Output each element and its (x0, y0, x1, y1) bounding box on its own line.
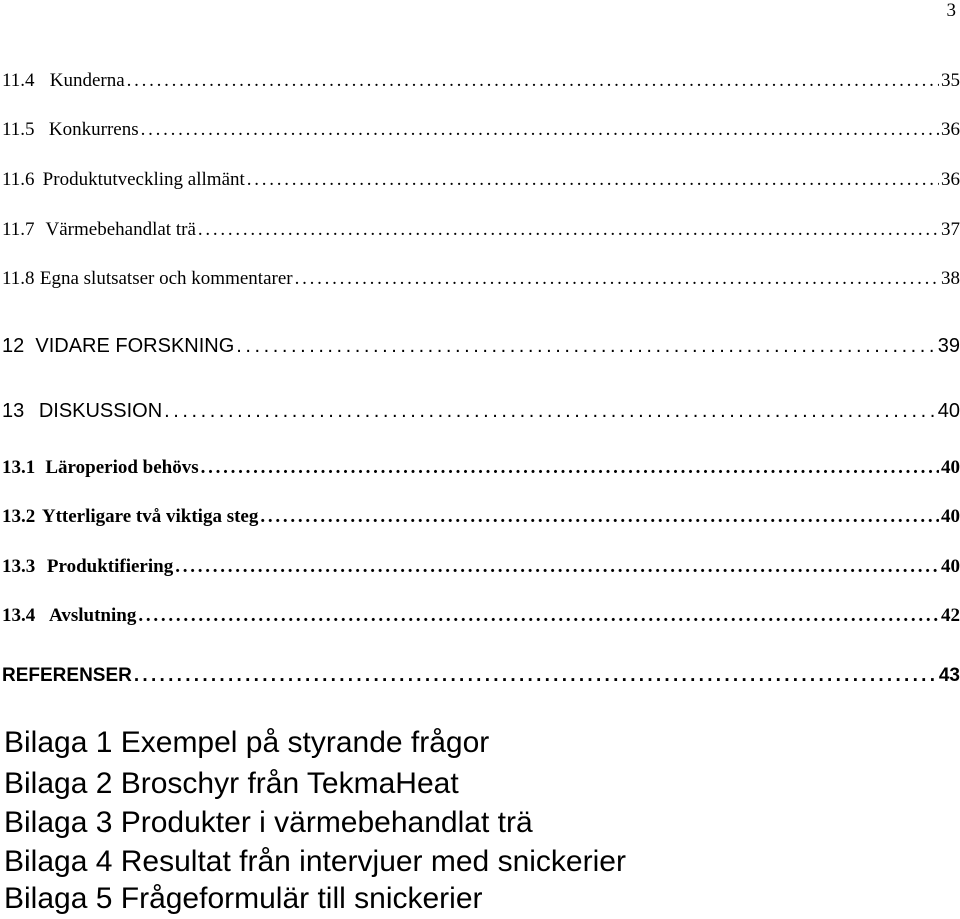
toc-entry-number: 11.5 (2, 119, 35, 140)
dot-leader (295, 268, 939, 290)
toc-entry-13-3[interactable] (0, 556, 960, 578)
toc-entry-page: 40 (937, 400, 960, 422)
toc-entry-page: 43 (938, 665, 960, 686)
toc-entry-number: 12 (2, 335, 25, 357)
dot-leader (236, 334, 935, 358)
appendix-line: Bilaga 2 Broschyr från TekmaHeat (4, 767, 459, 800)
toc-entry-number: 13.1 (2, 457, 36, 478)
toc-entry-12[interactable] (0, 334, 960, 358)
dot-leader (201, 457, 939, 479)
toc-entry-page: 40 (941, 457, 960, 478)
toc-entry-number: 11.4 (2, 70, 35, 91)
appendix-line: Bilaga 3 Produkter i värmebehandlat trä (4, 806, 533, 839)
toc-entry-title: REFERENSER (2, 665, 132, 686)
toc-entry-11-5[interactable] (0, 119, 960, 141)
toc-entry-13-4[interactable] (0, 605, 960, 627)
toc-entry-referenser[interactable] (0, 665, 960, 687)
toc-entry-number: 11.6 (2, 169, 35, 190)
page-number: 3 (946, 0, 956, 21)
toc-entry-13-2[interactable] (0, 506, 960, 528)
toc-entry-13-1[interactable] (0, 457, 960, 479)
toc-entry-13[interactable] (0, 399, 960, 423)
toc-entry-page: 35 (941, 70, 960, 91)
toc-entry-title: DISKUSSION (38, 400, 163, 422)
dot-leader (198, 219, 939, 241)
dot-leader (260, 506, 939, 528)
dot-leader (164, 399, 936, 423)
toc-entry-title: Ytterligare två viktiga steg (41, 506, 259, 527)
appendix-line: Bilaga 5 Frågeformulär till snickerier (4, 882, 483, 915)
dot-leader (175, 556, 939, 578)
toc-entry-number: 11.7 (2, 219, 35, 240)
toc-entry-number: 13.3 (2, 556, 36, 577)
appendix-line: Bilaga 1 Exempel på styrande frågor (4, 726, 490, 759)
dot-leader (141, 119, 939, 141)
toc-entry-title: Produktifiering (46, 556, 174, 577)
toc-entry-page: 36 (941, 119, 960, 140)
toc-entry-11-4[interactable] (0, 70, 960, 92)
toc-entry-title: Avslutning (49, 605, 137, 626)
toc-entry-page: 36 (941, 169, 960, 190)
toc-entry-number: 11.8 (2, 268, 35, 289)
dot-leader (127, 70, 939, 92)
toc-entry-11-7[interactable] (0, 219, 960, 241)
toc-entry-number: 13.4 (2, 605, 36, 626)
toc-entry-page: 40 (941, 556, 960, 577)
toc-entry-title: VIDARE FORSKNING (35, 335, 235, 357)
toc-entry-title: Egna slutsatser och kommentarer (39, 268, 293, 289)
toc-entry-title: Värmebehandlat trä (45, 219, 196, 240)
toc-entry-page: 40 (941, 506, 960, 527)
toc-entry-11-8[interactable] (0, 268, 960, 290)
toc-entry-page: 39 (937, 335, 960, 357)
toc-entry-title: Konkurrens (48, 119, 139, 140)
dot-leader (247, 169, 939, 191)
toc-entry-11-6[interactable] (0, 169, 960, 191)
toc-entry-title: Produktutveckling allmänt (42, 169, 245, 190)
toc-entry-page: 37 (941, 219, 960, 240)
dot-leader (138, 605, 939, 627)
toc-entry-number: 13 (2, 400, 25, 422)
dot-leader (134, 665, 937, 687)
toc-entry-title: Kunderna (49, 70, 125, 91)
toc-entry-number: 13.2 (2, 506, 36, 527)
toc-entry-page: 42 (941, 605, 960, 626)
appendix-line: Bilaga 4 Resultat från intervjuer med snickerier (4, 845, 626, 878)
toc-entry-page: 38 (941, 268, 960, 289)
toc-entry-title: Läroperiod behövs (45, 457, 199, 478)
